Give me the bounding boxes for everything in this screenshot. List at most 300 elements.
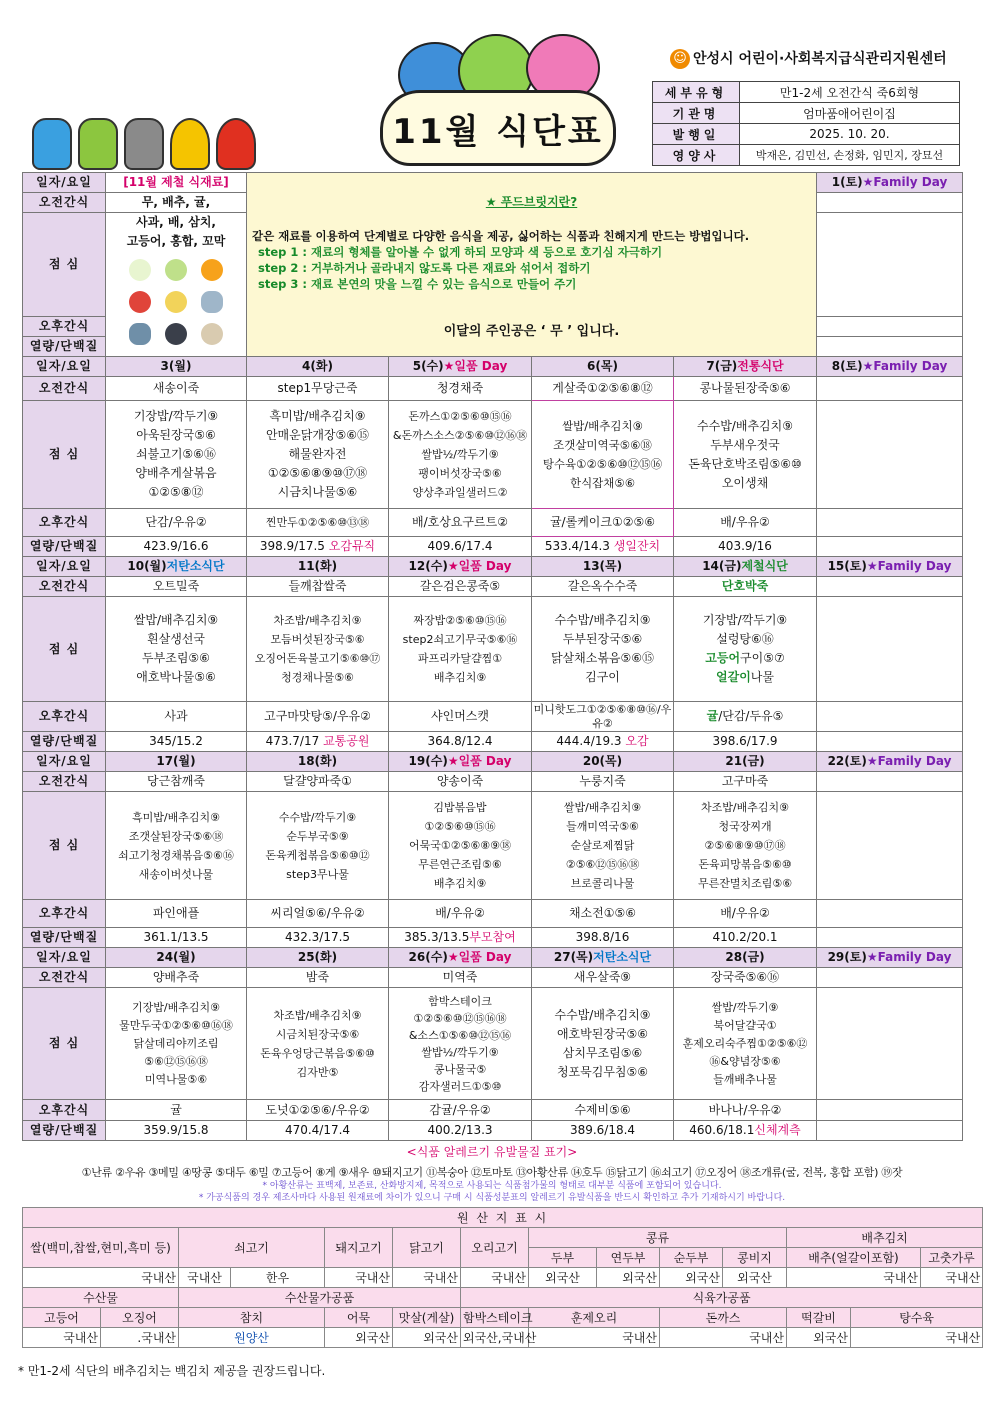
origin-subheader: 고춧가루 (921, 1248, 983, 1268)
day-header: 25(화) (247, 948, 389, 968)
lunch-line: 돈육우엉당근볶음⑤⑥⑩ (260, 1046, 375, 1060)
lunch-line: 닭살데리야끼조림 (133, 1036, 219, 1050)
lunch-cell (674, 988, 817, 1100)
day-header (389, 357, 532, 377)
day-header: 3(월) (106, 357, 247, 377)
origin-value: 국내산 (325, 1268, 393, 1288)
lunch-line: 미역나물⑤⑥ (144, 1072, 208, 1086)
lunch-line: 기장밥/깍두기⑨ (133, 409, 219, 423)
cal-value: 385.3/13.5 (404, 930, 470, 944)
lunch-line: 함박스테이크 (428, 994, 492, 1008)
info-label: 기관명 (653, 103, 740, 124)
day-header: 6(목) (532, 357, 674, 377)
week2-am-row (23, 577, 963, 597)
lunch-line: 닭살채소볶음⑤⑥⑮ (550, 651, 655, 665)
origin-value: 외국산 (660, 1268, 723, 1288)
footnote: * 만1-2세 식단의 배추김치는 백김치 제공을 권장드립니다. (18, 1364, 326, 1378)
pm-item: 고구마맛탕⑤/우유② (247, 702, 389, 732)
pm-item: 채소전①⑤⑥ (532, 900, 674, 928)
lunch-line: 무른잔멸치조림⑤⑥ (697, 877, 793, 890)
origin-title-row (23, 1208, 983, 1228)
sat-date: 8(토) (831, 359, 863, 373)
lunch-line: 두부새우젓국 (710, 437, 780, 452)
allergy-section (22, 1143, 962, 1204)
panel-host: 이달의 주인공은 ‘ 무 ’ 입니다. (443, 324, 620, 339)
origin-value: 원양산 (179, 1328, 325, 1348)
origin-item: 참치 (179, 1308, 325, 1328)
traditional-menu: 전통식단 (737, 359, 784, 373)
empty-cell (817, 732, 963, 752)
sat-cell (817, 173, 963, 193)
date-label: 일자/요일 (23, 752, 106, 772)
empty-cell (817, 337, 963, 357)
lunch-line: 팽이버섯장국⑤⑥ (418, 467, 502, 480)
mascot-icon (124, 118, 164, 170)
cal-value: 389.6/18.4 (532, 1121, 674, 1141)
day-header (532, 948, 674, 968)
empty-cell (817, 988, 963, 1100)
empty-cell (817, 928, 963, 948)
week3-am-row (23, 772, 963, 792)
week4-am-row (23, 968, 963, 988)
pm-item: 귤 (106, 1100, 247, 1121)
day-date: 26(수) (408, 950, 448, 964)
radish-icon (129, 259, 151, 281)
sat-date: 29(토) (827, 950, 867, 964)
cal-label: 열량/단백질 (23, 537, 106, 557)
am-item: 오트밀죽 (106, 577, 247, 597)
cal-cell (389, 928, 532, 948)
season-food-icons (107, 257, 245, 353)
empty-cell (817, 509, 963, 537)
week1-lunch-row (23, 401, 963, 509)
origin-item-values-row (23, 1328, 983, 1348)
lunch-line: 김밥볶음밥 (433, 801, 487, 814)
lunch-line: 쌀밥/깍두기⑨ (711, 1000, 779, 1014)
mackerel-icon (129, 323, 151, 345)
pm-item: 도넛①②⑤⑥/우유② (247, 1100, 389, 1121)
seasonal-ingredient: 고등어 (705, 651, 741, 665)
origin-value: 국내산 (921, 1268, 983, 1288)
am-item: 양송이죽 (389, 772, 532, 792)
origin-header-row (23, 1228, 983, 1248)
pm-item: 파인애플 (106, 900, 247, 928)
day-header: 24(월) (106, 948, 247, 968)
family-day: ★Family Day (866, 559, 952, 573)
lunch-line: 파프리카달걀찜① (417, 652, 503, 665)
panel-step2: step 2 : 거부하거나 골라내지 않도록 다른 재료와 섞어서 접하기 (258, 261, 591, 275)
cal-cell (532, 537, 674, 557)
origin-value: 외국산 (393, 1328, 461, 1348)
week3-lunch-row (23, 792, 963, 900)
pm-label: 오후간식 (23, 702, 106, 732)
panel-desc: 같은 재료를 이용하여 단계별로 다양한 음식을 제공, 싫어하는 식품과 친해지게 만드는 방법입니다. (252, 229, 750, 243)
day-header (674, 357, 817, 377)
am-item: 고구마죽 (674, 772, 817, 792)
lunch-line: 양배추게살볶음 (135, 466, 217, 480)
origin-item: 떡갈비 (787, 1308, 851, 1328)
lunch-line: &돈까스소스②⑤⑥⑩⑫⑯⑱ (392, 429, 528, 442)
origin-value: 국내산 (529, 1328, 660, 1348)
panel-step1: step 1 : 재료의 형체를 알아볼 수 없게 하되 모양과 색 등으로 호기심 자극하기 (258, 245, 663, 259)
lunch-cell (106, 988, 247, 1100)
day-header: 13(목) (532, 557, 674, 577)
origin-value: .국내산 (101, 1328, 179, 1348)
season-line: 사과, 배, 삼치, (136, 215, 216, 229)
am-item: 들깨찹쌀죽 (247, 577, 389, 597)
origin-subheader: 순두부 (660, 1248, 723, 1268)
cal-value: 533.4/14.3 (544, 539, 610, 553)
lunch-line: 모듬버섯된장국⑤⑥ (270, 633, 365, 646)
origin-item: 함박스테이크 (461, 1308, 529, 1328)
date-label: 일자/요일 (23, 357, 106, 377)
am-item: 새우살죽⑨ (532, 968, 674, 988)
cal-value: 364.8/12.4 (389, 732, 532, 752)
week4-lunch-row (23, 988, 963, 1100)
origin-values-row (23, 1268, 983, 1288)
week1-am-row (23, 377, 963, 401)
allergy-note: * 가공식품의 경우 제조사마다 사용된 원재료에 차이가 있으니 구매 시 식품성분표의 알레르기 유발식품을 반드시 확인하고 추가 기재하시기 바랍니다. (198, 1193, 786, 1203)
day-date: 27(목) (553, 950, 594, 964)
lunch-line: 브로콜리나물 (570, 877, 635, 890)
lunch-line: 아욱된장국⑤⑥ (136, 428, 216, 442)
origin-value: 국내산 (23, 1268, 179, 1288)
am-label: 오전간식 (23, 193, 106, 213)
lunch-label: 점 심 (23, 792, 106, 900)
lunch-line: 쇠불고기⑤⑥⑯ (136, 447, 216, 461)
lunch-line: 어묵국①②⑤⑥⑧⑨⑱ (408, 839, 512, 852)
sat-cell (817, 557, 963, 577)
day-header: 20(목) (532, 752, 674, 772)
lunch-cell (532, 597, 674, 702)
lunch-line: 오이생채 (721, 475, 769, 490)
week4-date-row (23, 948, 963, 968)
lunch-label: 점 심 (23, 988, 106, 1100)
week0-date-row (23, 173, 963, 193)
lunch-cell (106, 597, 247, 702)
lunch-line: step2쇠고기무국⑤⑥⑯ (402, 633, 518, 646)
origin-item: 맛살(게살) (393, 1308, 461, 1328)
family-day: ★Family Day (862, 359, 948, 373)
empty-cell (817, 702, 963, 732)
cal-cell (247, 537, 389, 557)
pm-item: 씨리얼⑤⑥/우유② (247, 900, 389, 928)
date-label: 일자/요일 (23, 948, 106, 968)
lunch-line: 기장밥/배추김치⑨ (132, 1000, 220, 1014)
am-item: 단호박죽 (674, 577, 817, 597)
family-day: ★Family Day (862, 175, 948, 189)
cal-label: 열량/단백질 (23, 732, 106, 752)
ilpum-day: ★일품 Day (447, 754, 512, 768)
event-label: 오감 (625, 734, 649, 748)
origin-item: 어묵 (325, 1308, 393, 1328)
season-items: 무, 배추, 귤, (106, 193, 247, 213)
week2-cal-row (23, 732, 963, 752)
week1-cal-row (23, 537, 963, 557)
smile-logo-icon: ☺ (670, 49, 690, 69)
lunch-line: 차조밥/배추김치⑨ (273, 1008, 362, 1022)
title-area (330, 30, 660, 170)
info-value: 엄마품애어린이집 (740, 103, 960, 124)
lunch-line: 김구이 (585, 670, 620, 684)
day-header: 21(금) (674, 752, 817, 772)
cal-value: 359.9/15.8 (106, 1121, 247, 1141)
info-label: 발행일 (653, 124, 740, 145)
empty-cell (817, 1121, 963, 1141)
cal-value: 361.1/13.5 (106, 928, 247, 948)
cal-cell (674, 1121, 817, 1141)
origin-header: 돼지고기 (325, 1228, 393, 1268)
week3-pm-row (23, 900, 963, 928)
origin-value: 외국산 (325, 1328, 393, 1348)
sat-date: 22(토) (827, 754, 867, 768)
empty-cell (817, 1100, 963, 1121)
left-mascots (32, 110, 262, 170)
empty-cell (817, 772, 963, 792)
am-item: 장국죽⑤⑥⑯ (674, 968, 817, 988)
day-date: 7(금) (706, 359, 738, 373)
lunch-cell (247, 792, 389, 900)
lunch-line: 조갯살미역국⑤⑥⑱ (553, 437, 652, 452)
lunch-line: 설렁탕⑥⑯ (716, 632, 774, 646)
event-label: 교통공원 (323, 734, 370, 748)
origin-value: 국내산 (179, 1268, 231, 1288)
week3-cal-row (23, 928, 963, 948)
day-header: 4(화) (247, 357, 389, 377)
am-item: 누룽지죽 (532, 772, 674, 792)
lunch-line: 콩나물국⑤ (433, 1062, 487, 1076)
lunch-line: 흑미밥/배추김치⑨ (269, 409, 366, 423)
empty-cell (817, 317, 963, 337)
lunch-line: 순살로제찜닭 (570, 839, 635, 852)
am-label: 오전간식 (23, 577, 106, 597)
lunch-cell (674, 401, 817, 509)
lunch-cell (247, 597, 389, 702)
origin-header: 콩류 (529, 1228, 787, 1248)
lunch-cell (389, 597, 532, 702)
mascot-icon (78, 118, 118, 170)
lunch-line: ①②⑤⑧⑫ (148, 485, 204, 499)
info-table (652, 81, 960, 166)
lunch-line: 쌀밥/배추김치⑨ (133, 613, 219, 627)
cal-value: 473.7/17 (265, 734, 320, 748)
pm-item: 배/우유② (389, 900, 532, 928)
pm-item: 단감/우유② (106, 509, 247, 537)
origin-subheader: 배추(얼갈이포함) (787, 1248, 921, 1268)
pm-item: 배/우유② (674, 509, 817, 537)
lunch-line: 새송이버섯나물 (138, 867, 214, 881)
info-label: 영양사 (653, 145, 740, 166)
season-items-cell (106, 213, 247, 357)
lunch-line: 물만두국①②⑤⑥⑩⑯⑱ (119, 1018, 233, 1032)
fish-icon (201, 291, 223, 313)
menu-table (22, 172, 963, 1141)
low-carbon-menu: 저탄소식단 (593, 950, 652, 964)
origin-item-row (23, 1308, 983, 1328)
am-item: 청경채죽 (389, 377, 532, 401)
day-header: 17(월) (106, 752, 247, 772)
empty-cell (817, 537, 963, 557)
lunch-line: 짜장밥②⑤⑥⑩⑮⑯ (413, 614, 507, 627)
sat-cell (817, 948, 963, 968)
cal-value: 400.2/13.3 (389, 1121, 532, 1141)
cal-value: 398.8/16 (532, 928, 674, 948)
lunch-line: 들깨미역국⑤⑥ (566, 820, 639, 833)
ilpum-day: ★일품 Day (443, 359, 508, 373)
empty-cell (817, 377, 963, 401)
event-label: 오감뮤직 (328, 539, 376, 553)
empty-cell (817, 193, 963, 213)
seasonal-ingredient: 귤 (706, 709, 719, 723)
center-name (670, 48, 947, 69)
origin-header: 식육가공품 (461, 1288, 983, 1308)
origin-header: 수산물 (23, 1288, 179, 1308)
pm-label: 오후간식 (23, 900, 106, 928)
day-date: 19(수) (408, 754, 448, 768)
origin-table (22, 1207, 983, 1348)
am-item: 당근참깨죽 (106, 772, 247, 792)
lunch-line: 수수밥/배추김치⑨ (697, 418, 793, 433)
am-item: step1무당근죽 (247, 377, 389, 401)
day-date: 12(수) (408, 559, 448, 573)
lunch-cell (106, 401, 247, 509)
origin-value: 외국산,국내산 (461, 1328, 529, 1348)
week2-pm-row (23, 702, 963, 732)
info-value: 박재은, 김민선, 손정화, 임민지, 장묘선 (740, 145, 960, 166)
lunch-cell (532, 988, 674, 1100)
empty-cell (817, 597, 963, 702)
cal-value: 410.2/20.1 (674, 928, 817, 948)
origin-value: 국내산 (660, 1328, 787, 1348)
lunch-label: 점 심 (23, 597, 106, 702)
pm-item: 바나나/우유② (674, 1100, 817, 1121)
event-label: 생일잔치 (613, 539, 661, 553)
cal-value: 403.9/16 (674, 537, 817, 557)
lunch-line: 감자샐러드①⑤⑩ (418, 1079, 502, 1093)
origin-item: 탕수육 (851, 1308, 983, 1328)
lunch-line: 배추김치⑨ (433, 671, 487, 684)
origin-value: 외국산 (787, 1328, 851, 1348)
cal-label: 열량/단백질 (23, 928, 106, 948)
mascot-icon (216, 118, 256, 170)
info-label: 세부유형 (653, 82, 740, 103)
lunch-line: 들깨배추나물 (713, 1072, 777, 1086)
day-header (389, 557, 532, 577)
lunch-line: 탕수육①②⑤⑥⑩⑫⑮⑯ (542, 456, 663, 471)
cal-value: 345/15.2 (106, 732, 247, 752)
cal-value: 398.6/17.9 (674, 732, 817, 752)
origin-item: 고등어 (23, 1308, 101, 1328)
pm-item: 배/우유② (674, 900, 817, 928)
lunch-line: 시금치나물⑤⑥ (277, 485, 358, 499)
am-label: 오전간식 (23, 377, 106, 401)
day-header: 11(화) (247, 557, 389, 577)
lunch-line: 돈육케첩볶음⑤⑥⑩⑫ (265, 848, 370, 862)
week1-date-row (23, 357, 963, 377)
lunch-cell (532, 792, 674, 900)
cal-value: 398.9/17.5 (259, 539, 325, 553)
day-header (674, 557, 817, 577)
am-label: 오전간식 (23, 968, 106, 988)
allergy-list: ①난류 ②우유 ③메밀 ④땅콩 ⑤대두 ⑥밀 ⑦고등어 ⑧게 ⑨새우 ⑩돼지고기 ⑪복숭아 ⑫토마토 ⑬아황산류 ⑭호두 ⑮닭고기 ⑯쇠고기 ⑰오징어 ⑱조개류(굴, 전복, 홍합 포함) ⑲잣 (81, 1166, 903, 1179)
am-item: 양배추죽 (106, 968, 247, 988)
origin-group-row (23, 1288, 983, 1308)
ilpum-day: ★일품 Day (447, 950, 512, 964)
info-value: 만1-2세 오전간식 죽6회형 (740, 82, 960, 103)
center-name-text: 안성시 어린이·사회복지급식관리지원센터 (693, 51, 947, 67)
date-label: 일자/요일 (23, 173, 106, 193)
origin-header: 배추김치 (787, 1228, 983, 1248)
cockle-icon (201, 323, 223, 345)
lunch-line (675, 668, 815, 687)
lunch-line: 무른연근조림⑤⑥ (418, 858, 502, 871)
origin-value: 한우 (231, 1268, 325, 1288)
ilpum-day: ★일품 Day (447, 559, 512, 573)
lunch-line: 북어달걀국① (713, 1018, 777, 1032)
lunch-line: 훈제오리숙주찜①②⑤⑥⑫ (682, 1036, 808, 1050)
lunch-line-rest: 구이⑤⑦ (740, 651, 785, 665)
lunch-line: 돈까스①②⑤⑥⑩⑮⑯ (408, 410, 512, 423)
lunch-line: ②⑤⑥⑧⑨⑩⑰⑱ (704, 839, 786, 852)
season-line: 고등어, 홍합, 꼬막 (126, 234, 226, 248)
allergy-note: * 아황산류는 표백제, 보존료, 산화방지제, 목적으로 사용되는 식품첨가물의 형태로 대부분 식품에 포함되어 있습니다. (262, 1181, 722, 1191)
family-day: ★Family Day (866, 754, 952, 768)
lunch-cell (674, 597, 817, 702)
lunch-line: 양상추과일샐러드② (412, 486, 508, 499)
day-header (389, 948, 532, 968)
cabbage-icon (165, 259, 187, 281)
lunch-line: ②⑤⑥⑫⑮⑯⑱ (565, 858, 640, 871)
cal-value: 460.6/18.1 (689, 1123, 755, 1137)
lunch-line: 쇠고기청경채볶음⑤⑥⑯ (118, 848, 234, 862)
allergy-title: <식품 알레르기 유발물질 표기> (406, 1145, 578, 1159)
seasonal-ingredient: 얼갈이 (716, 670, 751, 684)
am-item: 새송이죽 (106, 377, 247, 401)
origin-header: 닭고기 (393, 1228, 461, 1268)
lunch-line: 쌀밥/배추김치⑨ (563, 801, 642, 814)
family-day: ★Family Day (866, 950, 952, 964)
am-item: 갈은옥수수죽 (532, 577, 674, 597)
cal-label: 열량/단백질 (23, 337, 106, 357)
lunch-line: 안매운닭개장⑤⑥⑮ (265, 428, 370, 442)
origin-value: 외국산 (529, 1268, 597, 1288)
week2-lunch-row (23, 597, 963, 702)
am-item: 달걀양파죽① (247, 772, 389, 792)
day-date: 14(금) (702, 559, 742, 573)
origin-value: 국내산 (787, 1268, 921, 1288)
mascot-icon (170, 118, 210, 170)
lunch-line: 쌀밥/배추김치⑨ (562, 418, 643, 433)
lunch-cell (247, 401, 389, 509)
apple-icon (129, 291, 151, 313)
week2-date-row (23, 557, 963, 577)
lunch-cell (532, 401, 674, 509)
lunch-line: step3무나물 (286, 867, 349, 881)
low-carbon-menu: 저탄소식단 (166, 559, 225, 573)
lunch-cell (389, 792, 532, 900)
pm-item (674, 702, 817, 732)
lunch-line: 청포묵김무침⑤⑥ (556, 1064, 649, 1079)
day-header (106, 557, 247, 577)
lunch-line: ⑯&양념장⑤⑥ (709, 1054, 781, 1068)
lunch-line-rest: 나물 (750, 670, 774, 684)
day-date: 5(수) (412, 359, 444, 373)
empty-cell (817, 577, 963, 597)
lunch-cell (247, 988, 389, 1100)
origin-value: 국내산 (23, 1328, 101, 1348)
origin-subheader: 연두부 (597, 1248, 660, 1268)
sat-date: 15(토) (827, 559, 867, 573)
